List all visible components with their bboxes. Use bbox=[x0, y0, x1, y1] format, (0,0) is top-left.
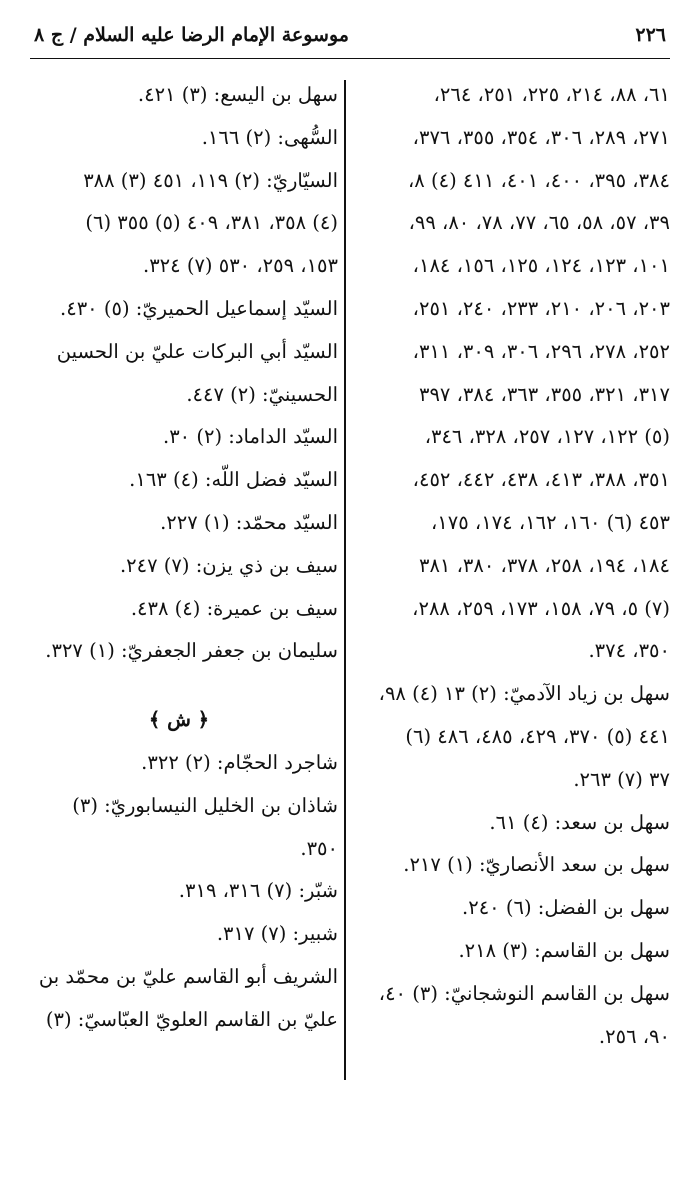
index-line: شبير: (٧) ٣١٧. bbox=[216, 922, 338, 946]
index-line: ١٠١، ١٢٣، ١٢٤، ١٢٥، ١٥٦، ١٨٤، bbox=[412, 254, 670, 278]
index-line: ١٥٣، ٢٥٩، ٥٣٠ (٧) ٣٢٤. bbox=[143, 254, 338, 278]
index-line: ٣٧ (٧) ٢٦٣. bbox=[573, 767, 670, 791]
index-line: سيف بن عميرة: (٤) ٤٣٨. bbox=[130, 596, 338, 620]
index-line: ٣٨٤، ٣٩٥، ٤٠٠، ٤٠١، ٤١١ (٤) ٨، bbox=[408, 168, 670, 192]
index-line: ٢٠٣، ٢٠٦، ٢١٠، ٢٣٣، ٢٤٠، ٢٥١، bbox=[412, 296, 670, 320]
section-spacer bbox=[20, 673, 338, 699]
index-line: ١٨٤، ١٩٤، ٢٥٨، ٣٧٨، ٣٨٠، ٣٨١ bbox=[418, 553, 670, 577]
index-line: سهل بن زياد الآدميّ: (٢) ١٣ (٤) ٩٨، bbox=[378, 682, 670, 706]
index-line: السيّد إسماعيل الحميريّ: (٥) ٤٣٠. bbox=[60, 296, 338, 320]
index-line: سيف بن ذي يزن: (٧) ٢٤٧. bbox=[119, 553, 338, 577]
index-line: ٢٧١، ٢٨٩، ٣٠٦، ٣٥٤، ٣٥٥، ٣٧٦، bbox=[412, 125, 670, 149]
index-line: الحسينيّ: (٢) ٤٤٧. bbox=[186, 382, 338, 406]
index-line: ٦١، ٨٨، ٢١٤، ٢٢٥، ٢٥١، ٢٦٤، bbox=[433, 83, 670, 106]
index-line: الشريف أبو القاسم عليّ بن محمّد بن bbox=[38, 964, 338, 988]
index-line: سهل بن اليسع: (٣) ٤٢١. bbox=[137, 83, 338, 106]
index-line: سهل بن سعد: (٤) ٦١. bbox=[489, 810, 670, 834]
index-line: السيّد محمّد: (١) ٢٢٧. bbox=[160, 510, 338, 534]
index-line: ٢٥٢، ٢٧٨، ٢٩٦، ٣٠٦، ٣٠٩، ٣١١، bbox=[412, 339, 670, 363]
index-line: (٥) ١٢٢، ١٢٧، ٢٥٧، ٣٢٨، ٣٤٦، bbox=[424, 425, 670, 449]
index-line: شاذان بن الخليل النيسابوريّ: (٣) bbox=[72, 793, 338, 817]
index-line: ٣١٧، ٣٢١، ٣٥٥، ٣٦٣، ٣٨٤، ٣٩٧ bbox=[418, 382, 670, 406]
index-line: شاجرد الحجّام: (٢) ٣٢٢. bbox=[141, 750, 338, 774]
index-line: سهل بن القاسم: (٣) ٢١٨. bbox=[458, 938, 670, 962]
index-line: سليمان بن جعفر الجعفريّ: (١) ٣٢٧. bbox=[45, 639, 338, 663]
index-line: السُّهى: (٢) ١٦٦. bbox=[201, 125, 338, 149]
page-header bbox=[30, 22, 670, 59]
index-line: سهل بن الفضل: (٦) ٢٤٠. bbox=[462, 896, 670, 920]
index-column-right bbox=[352, 74, 670, 1058]
index-line: ٣٥٠. bbox=[300, 836, 338, 860]
index-line: سهل بن سعد الأنصاريّ: (١) ٢١٧. bbox=[403, 853, 670, 877]
index-line: شبّر: (٧) ٣١٦، ٣١٩. bbox=[178, 879, 338, 903]
index-line: (٤) ٣٥٨، ٣٨١، ٤٠٩ (٥) ٣٥٥ (٦) bbox=[85, 211, 338, 235]
index-line: ٣٥١، ٣٨٨، ٤١٣، ٤٣٨، ٤٤٢، ٤٥٢، bbox=[412, 468, 670, 492]
index-line: ٣٩، ٥٧، ٥٨، ٦٥، ٧٧، ٧٨، ٨٠، ٩٩، bbox=[408, 211, 670, 235]
index-column-left bbox=[20, 74, 338, 1042]
index-line: السيّد فضل اللّه: (٤) ١٦٣. bbox=[129, 468, 338, 492]
column-divider bbox=[344, 80, 346, 1080]
index-line: سهل بن القاسم النوشجانيّ: (٣) ٤٠، bbox=[378, 981, 670, 1005]
index-line: ٩٠، ٢٥٦. bbox=[598, 1024, 670, 1048]
page-number: ٢٢٦ bbox=[635, 24, 666, 46]
index-line: (٧) ٥، ٧٩، ١٥٨، ١٧٣، ٢٥٩، ٢٨٨، bbox=[412, 596, 670, 620]
index-line: ٣٥٠، ٣٧٤. bbox=[588, 639, 670, 663]
index-line: السيّد أبي البركات عليّ بن الحسين bbox=[56, 339, 338, 363]
running-title: موسوعة الإمام الرضا عليه السلام / ج ٨ bbox=[34, 24, 349, 46]
index-line: السيّاريّ: (٢) ١١٩، ٤٥١ (٣) ٣٨٨ bbox=[83, 168, 338, 192]
index-line: ٤٤١ (٥) ٣٧٠، ٤٢٩، ٤٨٥، ٤٨٦ (٦) bbox=[405, 724, 670, 748]
section-heading: ﴿ ش ﴾ bbox=[148, 708, 210, 732]
index-line: ٤٥٣ (٦) ١٦٠، ١٦٢، ١٧٤، ١٧٥، bbox=[430, 510, 670, 534]
index-line: السيّد الداماد: (٢) ٣٠. bbox=[163, 425, 338, 449]
index-line: عليّ بن القاسم العلويّ العبّاسيّ: (٣) bbox=[45, 1007, 338, 1031]
